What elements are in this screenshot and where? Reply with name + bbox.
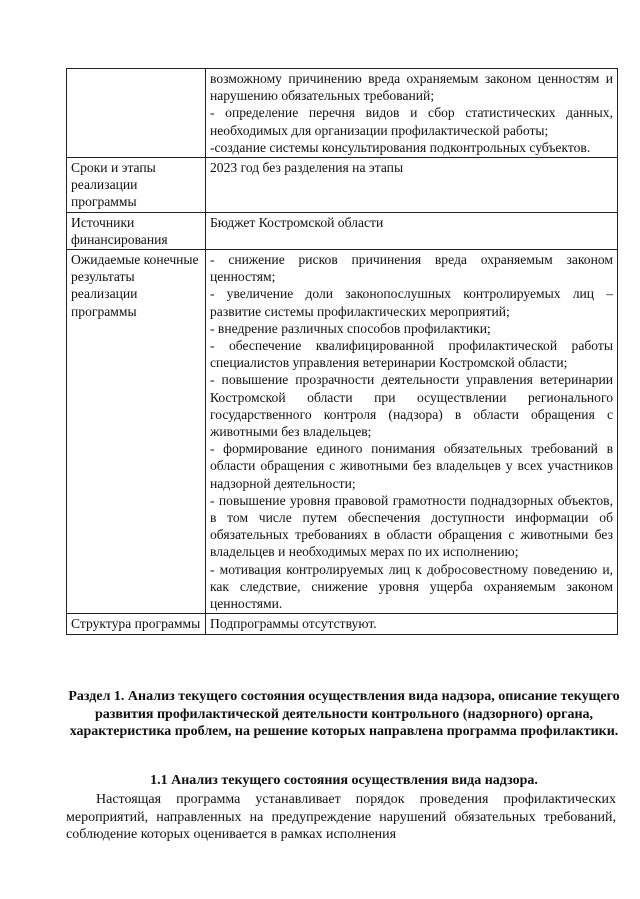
- table-value-cell: [206, 212, 618, 249]
- table-row: [67, 250, 618, 614]
- table-key-cell: Ожидаемые конечные результаты реализации программы: [67, 250, 206, 614]
- table-key-cell: Источники финансирования: [67, 212, 206, 249]
- table-row: [67, 614, 618, 634]
- list-item: - обеспечение квалифицированной профилактической работы специалистов управления ветеринарии Костромской области;: [210, 338, 613, 371]
- section-heading: Раздел 1. Анализ текущего состояния осуществления вида надзора, описание текущего развития профилактической деятельности контрольного (надзорного) органа, характеристика проблем, на решение которых направлена программа профилактики.: [68, 689, 620, 739]
- table-key-cell: Структура программы: [67, 614, 206, 634]
- list-item: - увеличение доли законопослушных контролируемых лиц – развитие системы профилактических мероприятий;: [210, 286, 613, 319]
- list-item: возможному причинению вреда охраняемым законом ценностям и нарушению обязательных требований;: [210, 71, 613, 104]
- table-value-cell: [206, 614, 618, 634]
- table-key-cell: Сроки и этапы реализации программы: [67, 158, 206, 213]
- table-row: [67, 69, 618, 158]
- list-item: - повышение уровня правовой грамотности поднадзорных объектов, в том числе путем обеспечения доступности информации об обязательных требованиях в области обращения с животными без владельцев и необходимых мерах по их исполнению;: [210, 492, 613, 560]
- list-item: - определение перечня видов и сбор статистических данных, необходимых для организации профилактической работы;: [210, 105, 613, 138]
- list-item: - повышение прозрачности деятельности управления ветеринарии Костромской области при осуществлении регионального государственного контроля (надзора) в области обращения с животными без владельцев;: [210, 372, 613, 440]
- body-paragraph: Настоящая программа устанавливает порядок проведения профилактических мероприятий, направленных на предупреждение нарушений обязательных требований, соблюдение которых оценивается в рамках исполнения: [66, 792, 616, 842]
- program-passport-table: [66, 68, 618, 635]
- subsection-heading: 1.1 Анализ текущего состояния осуществления вида надзора.: [150, 773, 538, 788]
- table-row: [67, 212, 618, 249]
- list-item: - снижение рисков причинения вреда охраняемым законом ценностям;: [210, 252, 613, 285]
- table-value-cell: [206, 158, 618, 213]
- table-value-cell: [206, 69, 618, 158]
- table-value-cell: [206, 250, 618, 614]
- list-item: - внедрение различных способов профилактики;: [210, 320, 491, 336]
- list-item: 2023 год без разделения на этапы: [210, 160, 404, 176]
- list-item: -создание системы консультирования подконтрольных субъектов.: [210, 139, 591, 155]
- table-row: [67, 158, 618, 213]
- list-item: - формирование единого понимания обязательных требований в области обращения с животными без владельцев у всех участников надзорной деятельности;: [210, 441, 613, 491]
- list-item: Подпрограммы отсутствуют.: [210, 616, 377, 632]
- list-item: - мотивация контролируемых лиц к добросовестному поведению и, как следствие, снижение уровня ущерба охраняемым законом ценностями.: [210, 561, 613, 612]
- table-key-cell: [67, 69, 206, 158]
- list-item: Бюджет Костромской области: [210, 214, 384, 230]
